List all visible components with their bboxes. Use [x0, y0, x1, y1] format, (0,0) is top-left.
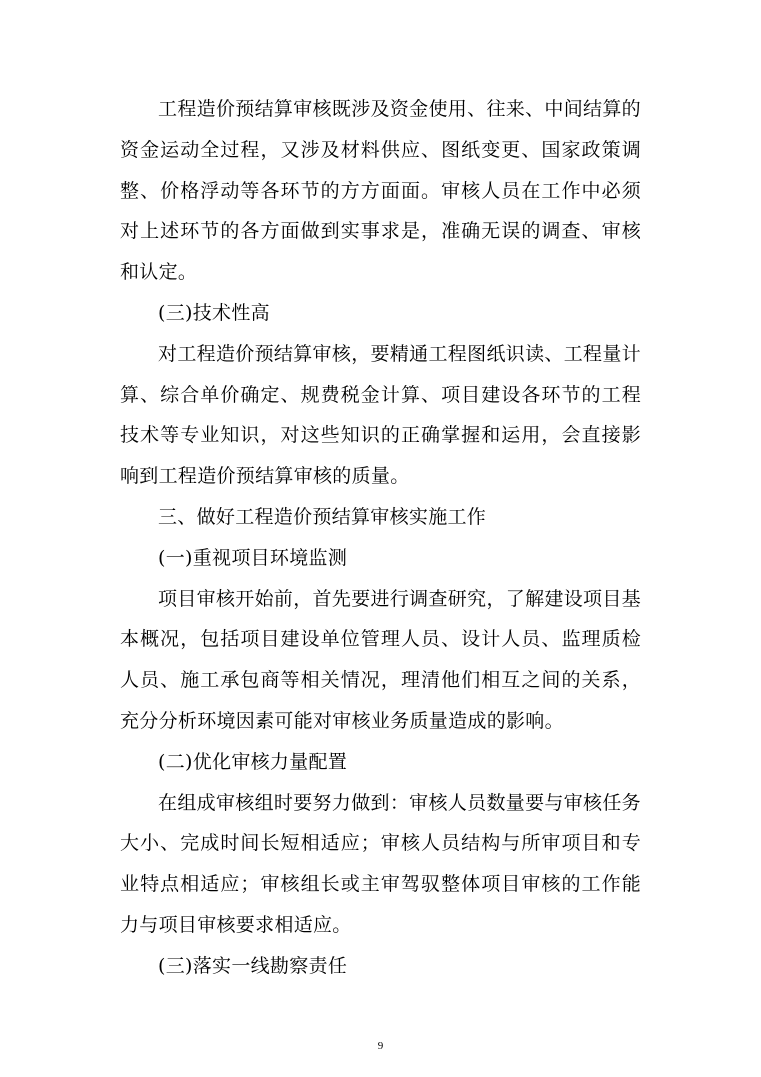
paragraph-funds-process: 工程造价预结算审核既涉及资金使用、往来、中间结算的资金运动全过程，又涉及材料供应、图纸变更、国家政策调整、价格浮动等各环节的方方面面。审核人员在工作中必须对上述环节的各方面做到实事求是，准确无误的调查、审核和认定。 [120, 98, 641, 284]
heading-technical: (三)技术性高 [158, 301, 270, 324]
paragraph-technical: 对工程造价预结算审核，要精通工程图纸识读、工程量计算、综合单价确定、规费税金计算、项目建设各环节的工程技术等专业知识，对这些知识的正确掌握和运用，会直接影响到工程造价预结算审核的质量。 [120, 342, 641, 488]
body-text [120, 89, 641, 987]
section-heading-implementation: 三、做好工程造价预结算审核实施工作 [158, 505, 487, 528]
heading-site-survey: (三)落实一线勘察责任 [158, 954, 348, 977]
paragraph-staffing: 在组成审核组时要努力做到：审核人员数量要与审核任务大小、完成时间长短相适应；审核人员结构与所审项目和专业特点相适应；审核组长或主审驾驭整体项目审核的工作能力与项目审核要求相适应。 [120, 791, 641, 936]
page-number: 9 [377, 1040, 384, 1052]
heading-environment: (一)重视项目环境监测 [158, 546, 348, 569]
paragraph-environment: 项目审核开始前，首先要进行调查研究，了解建设项目基本概况，包括项目建设单位管理人员、设计人员、监理质检人员、施工承包商等相关情况，理清他们相互之间的关系，充分分析环境因素可能对审核业务质量造成的影响。 [120, 587, 641, 732]
heading-staffing: (二)优化审核力量配置 [158, 750, 348, 773]
